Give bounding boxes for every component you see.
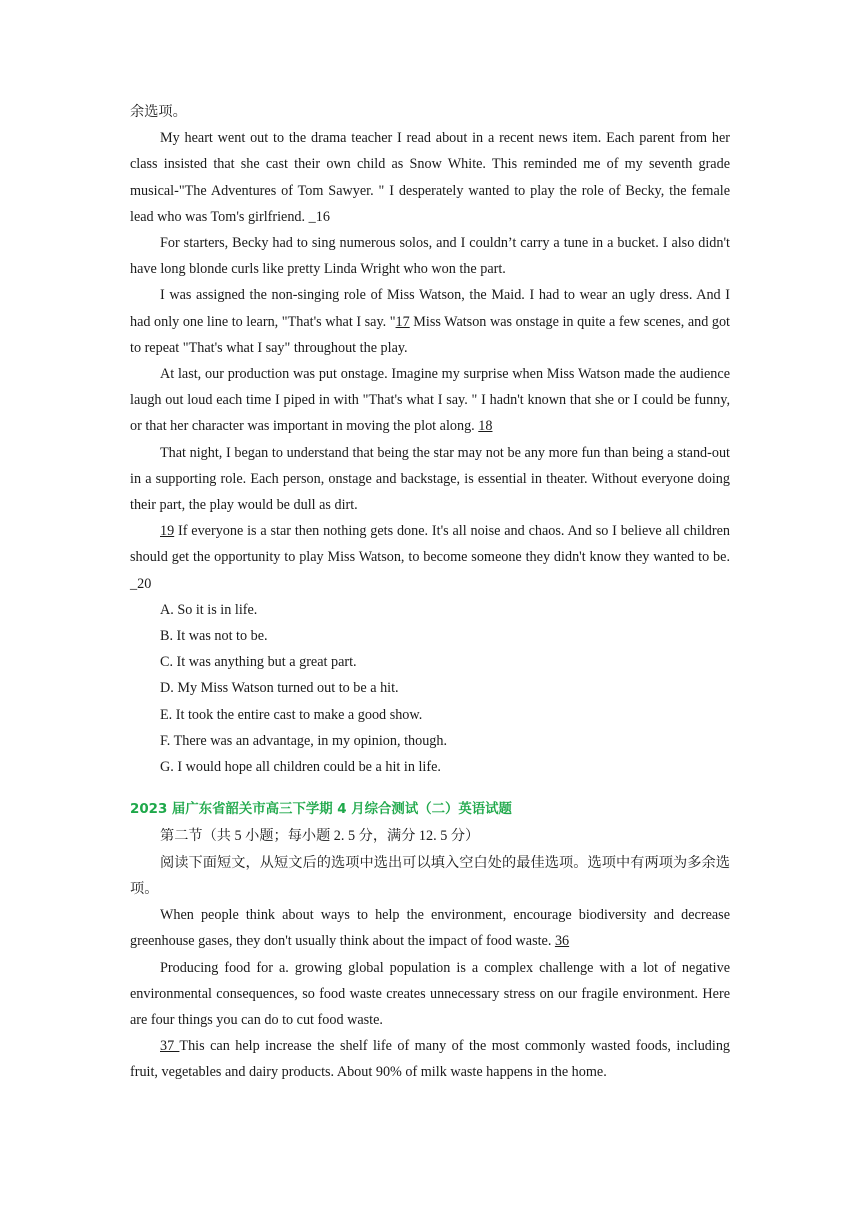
exam-title: 2023 届广东省韶关市高三下学期 4 月综合测试（二）英语试题 [130,802,512,818]
paragraph-7 [130,902,730,954]
paragraph-6 [130,518,730,597]
paragraph-text: If everyone is a star then nothing gets done. It's all noise and chaos. And so I believe all children should get the opportunity to play Miss Watson, to become someone they didn't know they wanted to be. [130,523,730,566]
option-b: B. It was not to be. [160,628,268,645]
blank-20: _20 [130,575,152,592]
blank-37: 37 [160,1038,180,1055]
document-page [130,99,730,1086]
paragraph-5: That night, I began to understand that being the star may not be any more fun than being a stand-out in a supporting role. Each person, onstage and backstage, is essential in theater. Without everyone doing their part, the play would be dull as dirt. [130,444,730,514]
paragraph-1 [130,125,730,230]
paragraph-text: My heart went out to the drama teacher I read about in a recent news item. Each parent from her class insisted that she cast their own child as Snow White. This reminded me of my seventh grade musical-"The Adventures of Tom Sawyer. " I desperately wanted to play the role of Becky, the female lead who was Tom's girlfriend. [130,130,730,225]
blank-17: 17 [395,313,410,330]
intro-tail: 余选项。 [130,104,187,120]
paragraph-text: When people think about ways to help the environment, encourage biodiversity and decrease greenhouse gases, they don't usually think about the impact of food waste. [130,907,730,950]
option-f: F. There was an advantage, in my opinion, though. [160,732,448,749]
paragraph-2: For starters, Becky had to sing numerous solos, and I couldn’t carry a tune in a bucket. I also didn't have long blonde curls like pretty Linda Wright who won the part. [130,235,730,278]
option-c: C. It was anything but a great part. [160,654,357,671]
option-d: D. My Miss Watson turned out to be a hit. [160,680,399,697]
paragraph-4 [130,361,730,440]
blank-36: 36 [554,933,570,950]
option-e: E. It took the entire cast to make a good show. [160,706,423,723]
blank-16: _16 [308,208,330,225]
paragraph-9 [130,1033,730,1085]
paragraph-text: This can help increase the shelf life of many of the most commonly wasted foods, including fruit, vegetables and dairy products. About 90% of milk waste happens in the home. [130,1038,731,1081]
paragraph-text: At last, our production was put onstage. Imagine my surprise when Miss Watson made the audience laugh out loud each time I piped in with "That's what I say. " I hadn't known that she or I could be funny, or that her character was important in moving the plot along. [130,366,730,435]
paragraph-text: I was assigned the non-singing role of Miss Watson, the Maid. I had to wear an ugly dress. And I had only one line to learn, "That's what I say. " [130,287,730,330]
blank-18: 18 [478,418,493,435]
instruction: 阅读下面短文，从短文后的选项中选出可以填入空白处的最佳选项。选项中有两项为多余选项。 [130,854,730,897]
section-subheading: 第二节（共 5 小题；每小题 2. 5 分，满分 12. 5 分） [160,828,480,845]
paragraph-3 [130,282,730,361]
paragraph-8: Producing food for a. growing global population is a complex challenge with a lot of negative environmental consequences, so food waste creates unnecessary stress on our fragile environment. Here are four things you can do to cut food waste. [130,959,730,1028]
blank-19: 19 [160,523,175,540]
option-g: G. I would hope all children could be a hit in life. [160,759,441,776]
option-a: A. So it is in life. [160,601,258,618]
paragraph-text: Miss Watson was onstage in quite a few scenes, and got to repeat "That's what I say" throughout the play. [130,313,731,356]
